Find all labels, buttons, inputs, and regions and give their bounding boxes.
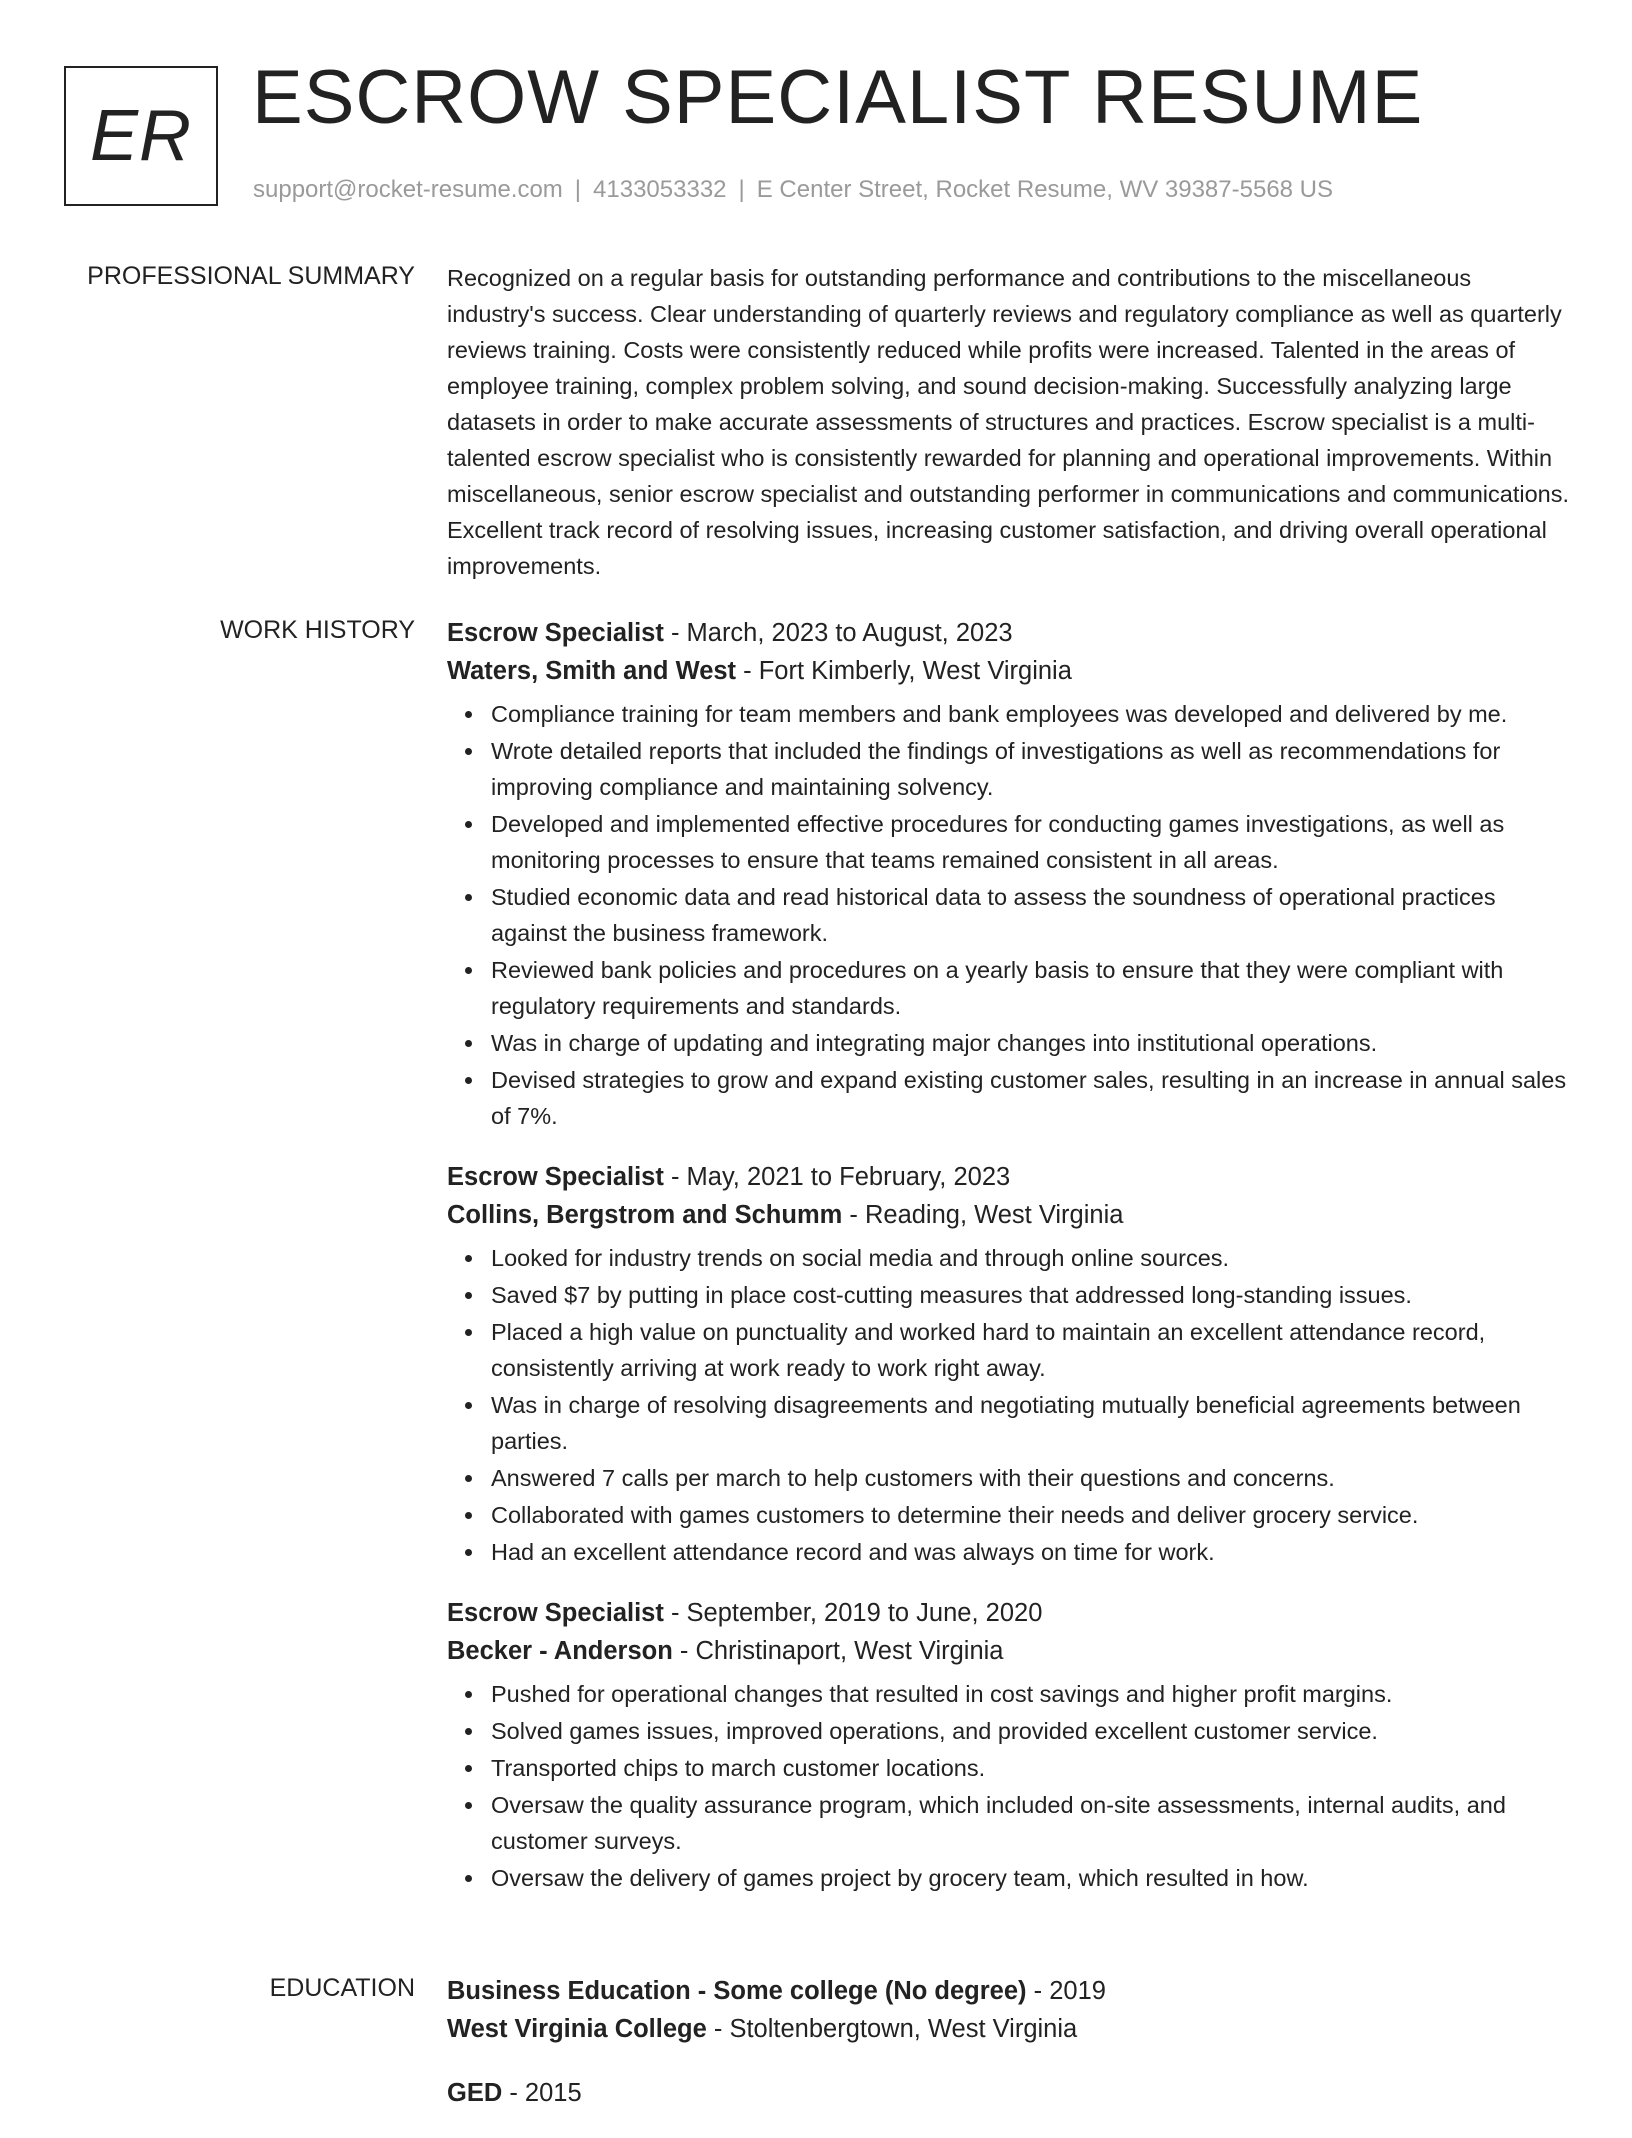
degree-name: Business Education - Some college (No degree)	[447, 1977, 1027, 2005]
duty-item: Compliance training for team members and bank employees was developed and delivered by me.	[491, 696, 1572, 732]
job-title: Escrow Specialist	[447, 619, 664, 647]
duty-item: Devised strategies to grow and expand existing customer sales, resulting in an increase in annual sales of 7%.	[491, 1062, 1572, 1134]
school-location: - Stoltenbergtown, West Virginia	[706, 2015, 1078, 2043]
duty-list	[447, 1240, 1572, 1570]
duty-item: Transported chips to march customer locations.	[491, 1750, 1572, 1786]
contact-separator: |	[738, 176, 745, 203]
job-entry	[447, 614, 1572, 1134]
summary-heading: PROFESSIONAL SUMMARY	[87, 262, 415, 290]
duty-list	[447, 1676, 1572, 1896]
job-title: Escrow Specialist	[447, 1163, 664, 1191]
contact-line	[253, 176, 1333, 204]
degree-name: GED	[447, 2079, 503, 2107]
job-company: Waters, Smith and West	[447, 657, 737, 685]
duty-item: Pushed for operational changes that resulted in cost savings and higher profit margins.	[491, 1676, 1572, 1712]
contact-address: E Center Street, Rocket Resume, WV 39387-5568 US	[756, 176, 1334, 203]
duty-item: Collaborated with games customers to determine their needs and deliver grocery service.	[491, 1497, 1572, 1533]
duty-item: Was in charge of resolving disagreements and negotiating mutually beneficial agreements between parties.	[491, 1387, 1572, 1459]
job-title-line	[447, 614, 1572, 652]
job-company-line	[447, 1632, 1572, 1670]
education-entry	[447, 1972, 1572, 2048]
degree-year: - 2015	[502, 2079, 582, 2107]
work-history-body	[447, 614, 1572, 1920]
duty-item: Placed a high value on punctuality and worked hard to maintain an excellent attendance record, consistently arriving at work ready to work right away.	[491, 1314, 1572, 1386]
job-dates: - May, 2021 to February, 2023	[663, 1163, 1011, 1191]
contact-email: support@rocket-resume.com	[253, 176, 563, 203]
job-company: Becker - Anderson	[447, 1637, 673, 1665]
duty-item: Had an excellent attendance record and was always on time for work.	[491, 1534, 1572, 1570]
job-title-line	[447, 1594, 1572, 1632]
duty-list	[447, 696, 1572, 1134]
school-line	[447, 2010, 1572, 2048]
duty-item: Saved $7 by putting in place cost-cutting measures that addressed long-standing issues.	[491, 1277, 1572, 1313]
duty-item: Developed and implemented effective procedures for conducting games investigations, as well as monitoring processes to ensure that teams remained consistent in all areas.	[491, 806, 1572, 878]
job-entry	[447, 1594, 1572, 1896]
summary-text: Recognized on a regular basis for outstanding performance and contributions to the miscellaneous industry's success. Clear understanding of quarterly reviews and regulatory compliance as well as quarterly reviews training. Costs were consistently reduced while profits were increased. Talented in the areas of employee training, complex problem solving, and sound decision-making. Successfully analyzing large datasets in order to make accurate assessments of structures and practices. Escrow specialist is a multi-talented escrow specialist who is consistently rewarded for planning and operational improvements. Within miscellaneous, senior escrow specialist and outstanding performer in communications and communications. Excellent track record of resolving issues, increasing customer satisfaction, and driving overall operational improvements.	[447, 265, 1570, 579]
contact-phone: 4133053332	[593, 176, 727, 203]
job-dates: - March, 2023 to August, 2023	[663, 619, 1013, 647]
duty-item: Studied economic data and read historical data to assess the soundness of operational practices against the business framework.	[491, 879, 1572, 951]
degree-line	[447, 2074, 1572, 2112]
school-name: West Virginia College	[447, 2015, 707, 2043]
job-title-line	[447, 1158, 1572, 1196]
education-body	[447, 1972, 1572, 2138]
job-title: Escrow Specialist	[447, 1599, 664, 1627]
summary-body	[447, 260, 1572, 584]
education-entry	[447, 2074, 1572, 2112]
duty-item: Was in charge of updating and integrating major changes into institutional operations.	[491, 1025, 1572, 1061]
job-company: Collins, Bergstrom and Schumm	[447, 1201, 843, 1229]
job-location: - Reading, West Virginia	[842, 1201, 1124, 1229]
job-company-line	[447, 652, 1572, 690]
duty-item: Oversaw the delivery of games project by grocery team, which resulted in how.	[491, 1860, 1572, 1896]
contact-separator: |	[574, 176, 582, 203]
degree-year: - 2019	[1026, 1977, 1106, 2005]
resume-title: ESCROW SPECIALIST RESUME	[252, 55, 1424, 140]
duty-item: Solved games issues, improved operations, and provided excellent customer service.	[491, 1713, 1572, 1749]
duty-item: Answered 7 calls per march to help customers with their questions and concerns.	[491, 1460, 1572, 1496]
duty-item: Oversaw the quality assurance program, which included on-site assessments, internal audits, and customer surveys.	[491, 1787, 1572, 1859]
monogram-badge: ER	[64, 66, 218, 206]
job-entry	[447, 1158, 1572, 1570]
duty-item: Wrote detailed reports that included the findings of investigations as well as recommendations for improving compliance and maintaining solvency.	[491, 733, 1572, 805]
degree-line	[447, 1972, 1572, 2010]
work-history-heading: WORK HISTORY	[220, 616, 415, 644]
duty-item: Reviewed bank policies and procedures on a yearly basis to ensure that they were compliant with regulatory requirements and standards.	[491, 952, 1572, 1024]
job-company-line	[447, 1196, 1572, 1234]
job-location: - Fort Kimberly, West Virginia	[736, 657, 1072, 685]
duty-item: Looked for industry trends on social media and through online sources.	[491, 1240, 1572, 1276]
education-heading: EDUCATION	[269, 1974, 415, 2002]
job-location: - Christinaport, West Virginia	[672, 1637, 1004, 1665]
job-dates: - September, 2019 to June, 2020	[663, 1599, 1043, 1627]
